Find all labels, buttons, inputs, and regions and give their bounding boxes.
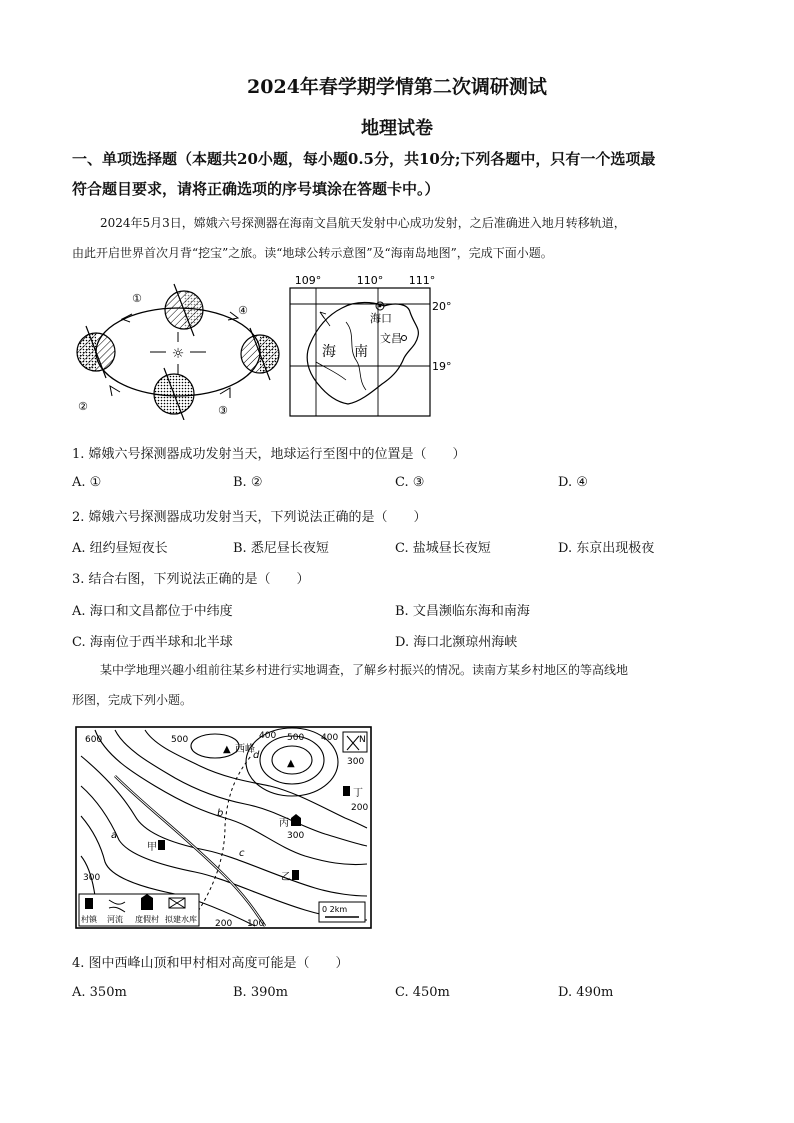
- page-subtitle: 地理试卷: [361, 118, 433, 139]
- map-legend: [79, 894, 199, 926]
- svg-text:拟建水库: 拟建水库: [165, 915, 197, 924]
- orbit-label-2: ②: [78, 400, 88, 413]
- earth-bottom-icon: [154, 368, 194, 420]
- q3-option-d[interactable]: D. 海口北濒琼州海峡: [395, 635, 518, 650]
- svg-text:村镇: 村镇: [81, 915, 97, 924]
- intro1-line2: 由此开启世界首次月背“挖宝”之旅。读“地球公转示意图”及“海南岛地图”，完成下面小题。: [72, 246, 553, 260]
- place-wenchang: 文昌: [380, 332, 402, 345]
- question-1: 1. 嫦娥六号探测器成功发射当天，地球运行至图中的位置是（ ）: [72, 447, 466, 462]
- elev-300b: 300: [287, 831, 305, 841]
- page-title: 2024年春学期学情第二次调研测试: [247, 76, 547, 98]
- village-jia: 甲: [147, 842, 157, 853]
- svg-text:河流: 河流: [107, 915, 123, 924]
- lon-110: 110°: [356, 274, 384, 287]
- contour-map: [75, 726, 373, 930]
- village-ding-icon: [343, 786, 350, 796]
- section-heading-line2: 符合题目要求，请将正确选项的序号填涂在答题卡中。）: [72, 180, 440, 198]
- q4-option-c[interactable]: C. 450m: [395, 985, 450, 1000]
- village-jia-icon: [158, 840, 165, 850]
- point-a: a: [111, 830, 118, 841]
- lat-20: 20°: [432, 300, 452, 313]
- elev-100: 100: [247, 919, 265, 929]
- elev-300c: 300: [83, 873, 101, 883]
- lon-109: 109°: [294, 274, 322, 287]
- peak-east-icon: ▲: [287, 758, 295, 769]
- place-hai: 海: [322, 344, 336, 360]
- svg-text:☼: ☼: [171, 346, 185, 362]
- village-yi-icon: [292, 870, 299, 880]
- hainan-island-map: [286, 272, 461, 420]
- intro2-line1: 某中学地理兴趣小组前往某乡村进行实地调查，了解乡村振兴的情况。读南方某乡村地区的等高线地: [100, 663, 629, 677]
- lon-111: 111°: [408, 274, 436, 287]
- sun-icon: [150, 332, 206, 374]
- question-3: 3. 结合右图，下列说法正确的是（ ）: [72, 572, 310, 587]
- orbit-label-4: ④: [238, 304, 248, 317]
- intro2-line2: 形图，完成下列小题。: [72, 693, 193, 707]
- village-ding: 丁: [353, 788, 363, 799]
- elev-400b: 400: [321, 733, 339, 743]
- q1-option-d[interactable]: D. ④: [558, 475, 588, 490]
- scale-bar: [319, 902, 365, 922]
- q3-option-a[interactable]: A. 海口和文昌都位于中纬度: [72, 604, 233, 619]
- legend-village-icon: [85, 898, 93, 909]
- q2-option-b[interactable]: B. 悉尼昼长夜短: [233, 541, 329, 556]
- earth-orbit-figure: [70, 282, 285, 420]
- question-2: 2. 嫦娥六号探测器成功发射当天，下列说法正确的是（ ）: [72, 510, 427, 525]
- elev-300a: 300: [347, 757, 365, 767]
- q4-option-d[interactable]: D. 490m: [558, 985, 614, 1000]
- peak-west-icon: ▲: [223, 744, 231, 755]
- svg-text:N: N: [359, 735, 366, 745]
- intro1-line1: 2024年5月3日，嫦娥六号探测器在海南文昌航天发射中心成功发射，之后准确进入地月转移轨道，: [100, 216, 626, 230]
- orbit-label-1: ①: [132, 292, 142, 305]
- q1-option-a[interactable]: A. ①: [72, 475, 102, 490]
- place-nan: 南: [354, 344, 368, 360]
- elev-200b: 200: [215, 919, 233, 929]
- q2-option-a[interactable]: A. 纽约昼短夜长: [72, 541, 168, 556]
- point-c: c: [239, 848, 245, 859]
- point-b: b: [217, 808, 224, 819]
- question-4: 4. 图中西峰山顶和甲村相对高度可能是（ ）: [72, 956, 349, 971]
- earth-top-icon: [165, 284, 203, 336]
- lat-19: 19°: [432, 360, 452, 373]
- earth-left-icon: [77, 326, 115, 378]
- svg-text:0 2km: 0 2km: [322, 905, 348, 914]
- q1-option-b[interactable]: B. ②: [233, 475, 263, 490]
- q4-option-a[interactable]: A. 350m: [72, 985, 127, 1000]
- earth-right-icon: [241, 328, 279, 380]
- peak-label: 西峰: [235, 744, 255, 755]
- point-d: d: [253, 750, 260, 761]
- resort-bing: 丙: [279, 818, 289, 829]
- village-yi: 乙: [281, 872, 291, 883]
- elev-400a: 400: [259, 731, 277, 741]
- elev-600: 600: [85, 735, 103, 745]
- svg-text:度假村: 度假村: [135, 915, 159, 924]
- q2-option-c[interactable]: C. 盐城昼长夜短: [395, 541, 491, 556]
- section-heading-line1: 一、单项选择题（本题共20小题，每小题0.5分，共10分;下列各题中，只有一个选项最: [72, 150, 656, 168]
- q2-option-d[interactable]: D. 东京出现极夜: [558, 541, 655, 556]
- q3-option-b[interactable]: B. 文昌濒临东海和南海: [395, 604, 530, 619]
- north-arrow-icon: [343, 732, 367, 752]
- q4-option-b[interactable]: B. 390m: [233, 985, 288, 1000]
- place-haikou: 海口: [370, 312, 392, 325]
- q3-option-c[interactable]: C. 海南位于西半球和北半球: [72, 635, 233, 650]
- elev-200a: 200: [351, 803, 369, 813]
- q1-option-c[interactable]: C. ③: [395, 475, 425, 490]
- orbit-label-3: ③: [218, 404, 228, 417]
- elev-500a: 500: [171, 735, 189, 745]
- elev-500b: 500: [287, 733, 305, 743]
